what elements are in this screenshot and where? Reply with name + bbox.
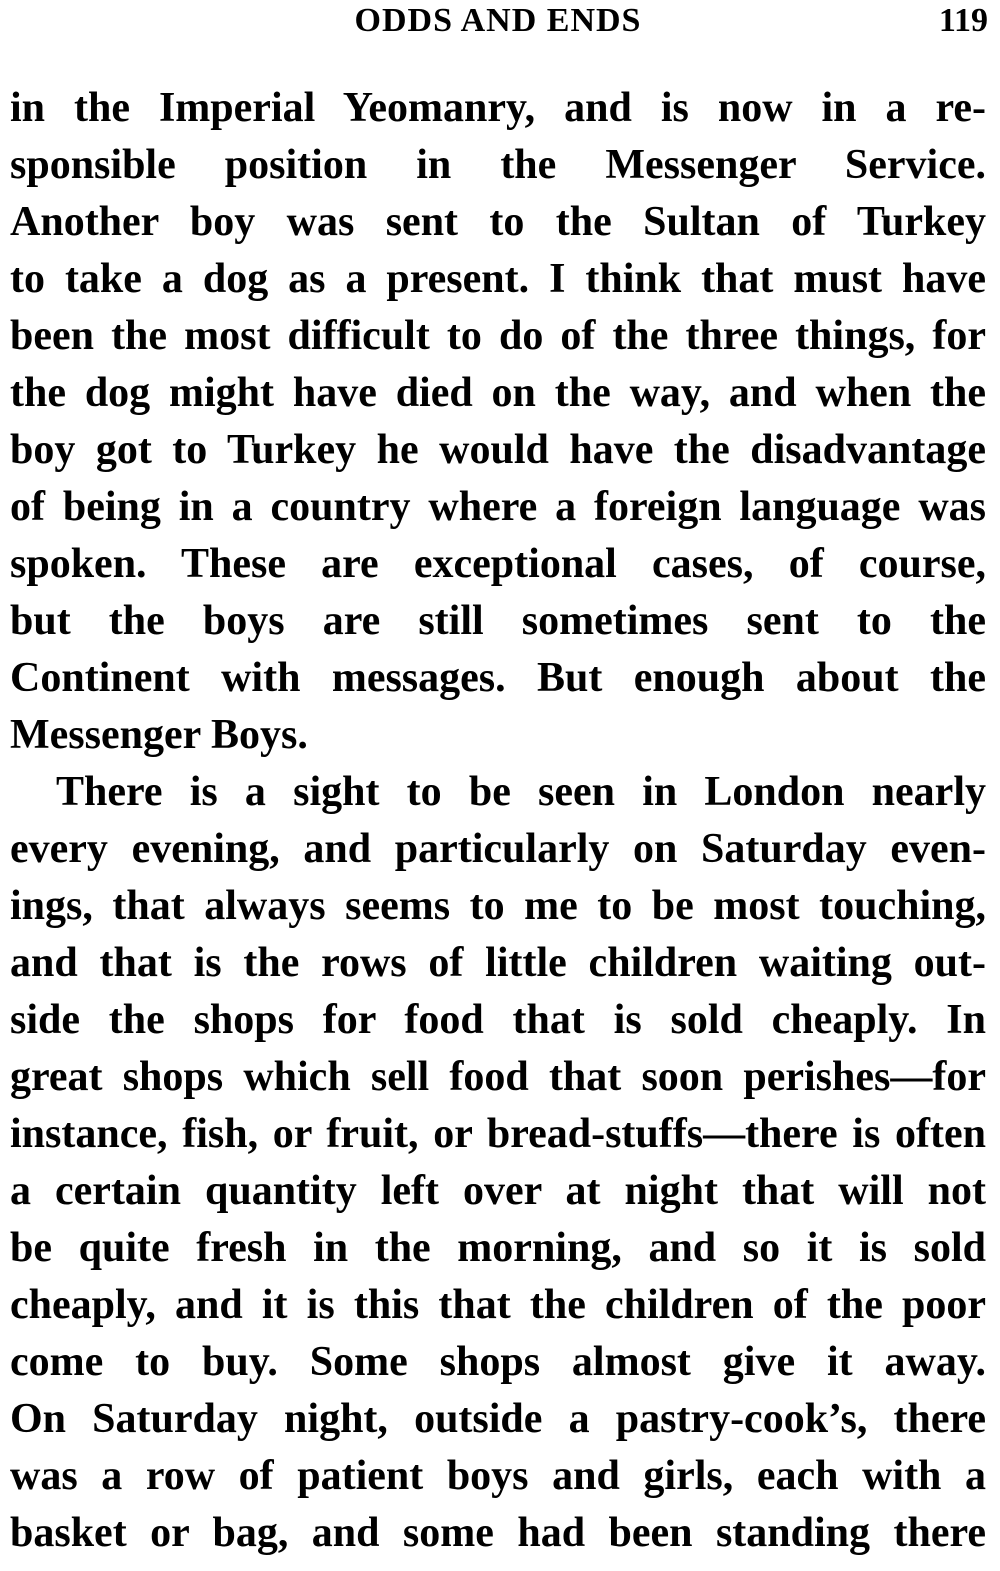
text-line: to take a dog as a present. I think that must have [10,256,986,302]
text-line: On Saturday night, outside a pastry-cook’s, there [10,1396,986,1442]
text-line: of being in a country where a foreign language was [10,484,986,530]
text-line: Continent with messages. But enough about the [10,655,986,701]
text-line: the dog might have died on the way, and when the [10,370,986,416]
text-line: boy got to Turkey he would have the disadvantage [10,427,986,473]
text-line: basket or bag, and some had been standing there [10,1510,986,1556]
text-line: but the boys are still sometimes sent to the [10,598,986,644]
text-line: cheaply, and it is this that the children of the poor [10,1282,986,1328]
text-line: great shops which sell food that soon perishes—for [10,1054,986,1100]
text-line: instance, fish, or fruit, or bread-stuffs—there is often [10,1111,986,1157]
running-head [8,0,988,50]
body-text [10,80,986,1562]
text-line: every evening, and particularly on Saturday even- [10,826,986,872]
text-line: been the most difficult to do of the three things, for [10,313,986,359]
text-line: a certain quantity left over at night that will not [10,1168,986,1214]
text-line: Another boy was sent to the Sultan of Turkey [10,199,986,245]
text-line: and that is the rows of little children waiting out- [10,940,986,986]
text-line: Messenger Boys. [10,712,308,758]
running-title: ODDS AND ENDS [354,2,642,39]
page-number: 119 [938,2,988,39]
text-line: side the shops for food that is sold cheaply. In [10,997,986,1043]
text-line: spoken. These are exceptional cases, of course, [10,541,986,587]
text-line: was a row of patient boys and girls, each with a [10,1453,986,1499]
text-line: come to buy. Some shops almost give it away. [10,1339,986,1385]
text-line: sponsible position in the Messenger Service. [10,142,986,188]
text-line: in the Imperial Yeomanry, and is now in a re- [10,85,986,131]
text-line: There is a sight to be seen in London nearly [56,769,986,815]
text-line: be quite fresh in the morning, and so it is sold [10,1225,986,1271]
text-line: ings, that always seems to me to be most touching, [10,883,986,929]
